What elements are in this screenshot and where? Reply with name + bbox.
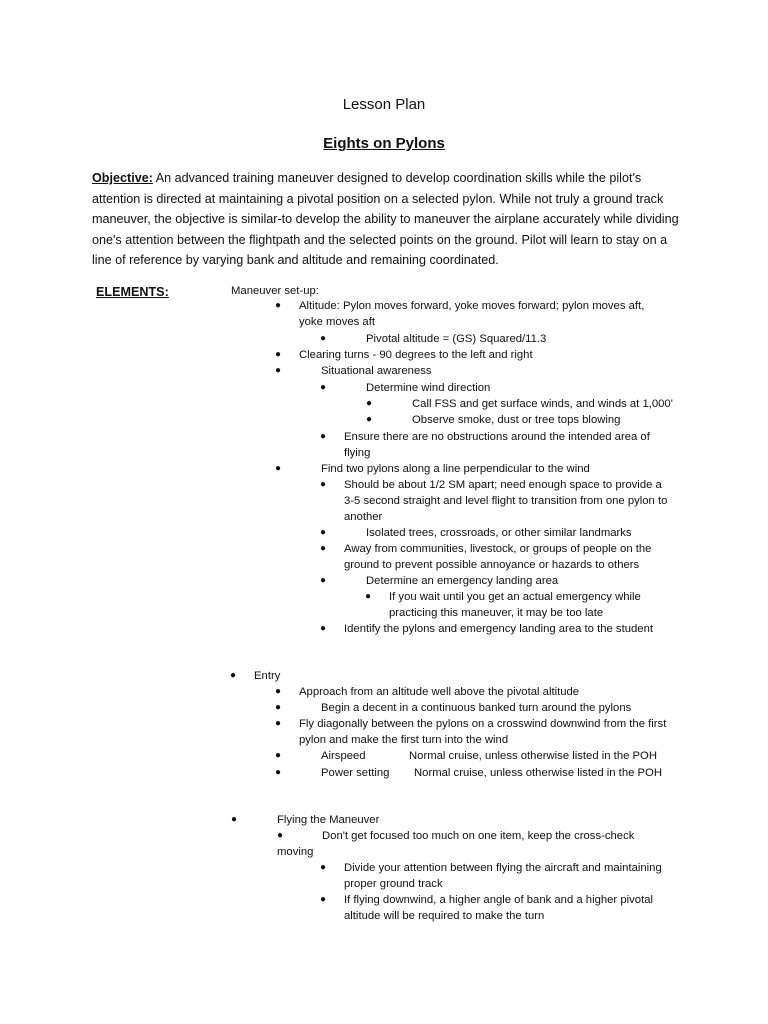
list-item-situational xyxy=(275,363,681,379)
list-item-text: Divide your attention between flying the aircraft and maintaining proper ground track xyxy=(344,862,662,891)
bullet-icon: ● xyxy=(320,333,327,344)
list-item-text: Fly diagonally between the pylons on a crosswind downwind from the first pylon and make the first turn into the wind xyxy=(299,718,667,747)
list-item-text: Call FSS and get surface winds, and winds at 1,000' xyxy=(412,398,673,410)
bullet-icon: ● xyxy=(320,862,327,873)
setup-heading: Maneuver set-up: xyxy=(231,285,319,297)
bullet-icon: ● xyxy=(320,479,327,490)
bullet-icon: ● xyxy=(230,670,237,681)
list-item-text: Should be about 1/2 SM apart; need enough space to provide a 3-5 second straight and level flight to transition from one pylon to another xyxy=(344,479,668,524)
list-item-text: Begin a decent in a continuous banked turn around the pylons xyxy=(321,702,632,714)
list-item-text: Find two pylons along a line perpendicular to the wind xyxy=(321,463,590,475)
bullet-icon: ● xyxy=(320,431,327,442)
bullet-icon: ● xyxy=(320,543,327,554)
list-item-text: Identify the pylons and emergency landing area to the student xyxy=(344,623,653,635)
list-item-text: Situational awareness xyxy=(321,365,432,377)
bullet-icon: ● xyxy=(275,686,282,697)
bullet-icon: ● xyxy=(275,767,282,778)
list-item-power xyxy=(275,765,701,781)
airspeed-value: Normal cruise, unless otherwise listed in the POH xyxy=(409,750,658,762)
list-item-focus xyxy=(277,828,657,860)
elements-label: ELEMENTS: xyxy=(96,285,169,299)
list-item-altitude xyxy=(275,298,669,330)
bullet-icon: ● xyxy=(277,830,284,841)
list-item-fss xyxy=(366,396,712,412)
list-item-text: Clearing turns - 90 degrees to the left and right xyxy=(299,349,533,361)
list-item-away xyxy=(320,541,669,573)
list-item-approach xyxy=(275,684,679,700)
list-item-text: Altitude: Pylon moves forward, yoke moves forward; pylon moves aft, yoke moves aft xyxy=(299,300,645,329)
list-item-text: Determine wind direction xyxy=(366,382,491,394)
list-item-text: Pivotal altitude = (GS) Squared/11.3 xyxy=(366,333,547,345)
page-title: Lesson Plan xyxy=(342,96,426,113)
bullet-icon: ● xyxy=(320,575,327,586)
list-item-decent xyxy=(275,700,691,716)
list-item-obstructions xyxy=(320,429,669,461)
airspeed-label: Airspeed xyxy=(321,750,366,762)
objective-label: Objective: xyxy=(92,171,153,185)
power-label: Power setting xyxy=(321,767,390,779)
list-item-entry xyxy=(230,668,454,684)
list-item-pivotal xyxy=(320,331,686,347)
list-item-spacing xyxy=(320,477,674,526)
list-item-isolated xyxy=(320,525,686,541)
bullet-icon: ● xyxy=(275,365,282,376)
list-item-diagonal xyxy=(275,716,669,748)
bullet-icon: ● xyxy=(320,527,327,538)
list-item-wait xyxy=(365,589,669,621)
bullet-icon: ● xyxy=(275,750,282,761)
page-subtitle: Eights on Pylons xyxy=(323,135,445,152)
list-item-text: Observe smoke, dust or tree tops blowing xyxy=(412,414,621,426)
objective-text: An advanced training maneuver designed to develop coordination skills while the pilot's attention is directed at maintaining a pivotal position on a selected pylon. While not truly a ground track maneuver, the objective is similar-to develop the ability to maneuver the airplane accurately while dividing one's attention between the flightpath and the selected points on the ground. Pilot will learn to stay on a line of reference by varying bank and altitude and remaining coordinated. xyxy=(92,171,679,267)
list-item-text: Approach from an altitude well above the pivotal altitude xyxy=(299,686,580,698)
list-item-text: If you wait until you get an actual emergency while practicing this maneuver, it may be too late xyxy=(389,591,641,620)
list-item-text: Away from communities, livestock, or groups of people on the ground to prevent possible annoyance or hazards to others xyxy=(344,543,652,572)
list-item-text: Isolated trees, crossroads, or other similar landmarks xyxy=(366,527,632,539)
list-item-find xyxy=(275,461,681,477)
bullet-icon: ● xyxy=(275,718,282,729)
list-item-airspeed xyxy=(275,748,701,764)
list-item-divide xyxy=(320,860,674,892)
list-item-text: Don't get focused too much on one item, keep the cross-check moving xyxy=(277,830,635,859)
bullet-icon: ● xyxy=(231,814,238,825)
bullet-icon: ● xyxy=(366,398,373,409)
list-item-text: Determine an emergency landing area xyxy=(366,575,559,587)
bullet-icon: ● xyxy=(320,623,327,634)
list-item-text: Entry xyxy=(254,670,281,682)
list-item-wind xyxy=(320,380,686,396)
list-item-smoke xyxy=(366,412,712,428)
bullet-icon: ● xyxy=(320,894,327,905)
list-item-text: If flying downwind, a higher angle of bank and a higher pivotal altitude will be required to make the turn xyxy=(344,894,653,923)
list-item-flying xyxy=(231,812,577,828)
list-item-text: Ensure there are no obstructions around the intended area of flying xyxy=(344,431,650,460)
list-item-clearing xyxy=(275,347,679,363)
bullet-icon: ● xyxy=(365,591,372,602)
bullet-icon: ● xyxy=(366,414,373,425)
bullet-icon: ● xyxy=(275,702,282,713)
bullet-icon: ● xyxy=(320,382,327,393)
power-value: Normal cruise, unless otherwise listed in the POH xyxy=(414,767,663,779)
list-item-emergency xyxy=(320,573,686,589)
list-item-downwind xyxy=(320,892,674,924)
list-item-text: Flying the Maneuver xyxy=(277,814,380,826)
bullet-icon: ● xyxy=(275,349,282,360)
objective-paragraph xyxy=(92,168,682,271)
list-item-identify xyxy=(320,621,684,637)
bullet-icon: ● xyxy=(275,463,282,474)
bullet-icon: ● xyxy=(275,300,282,311)
